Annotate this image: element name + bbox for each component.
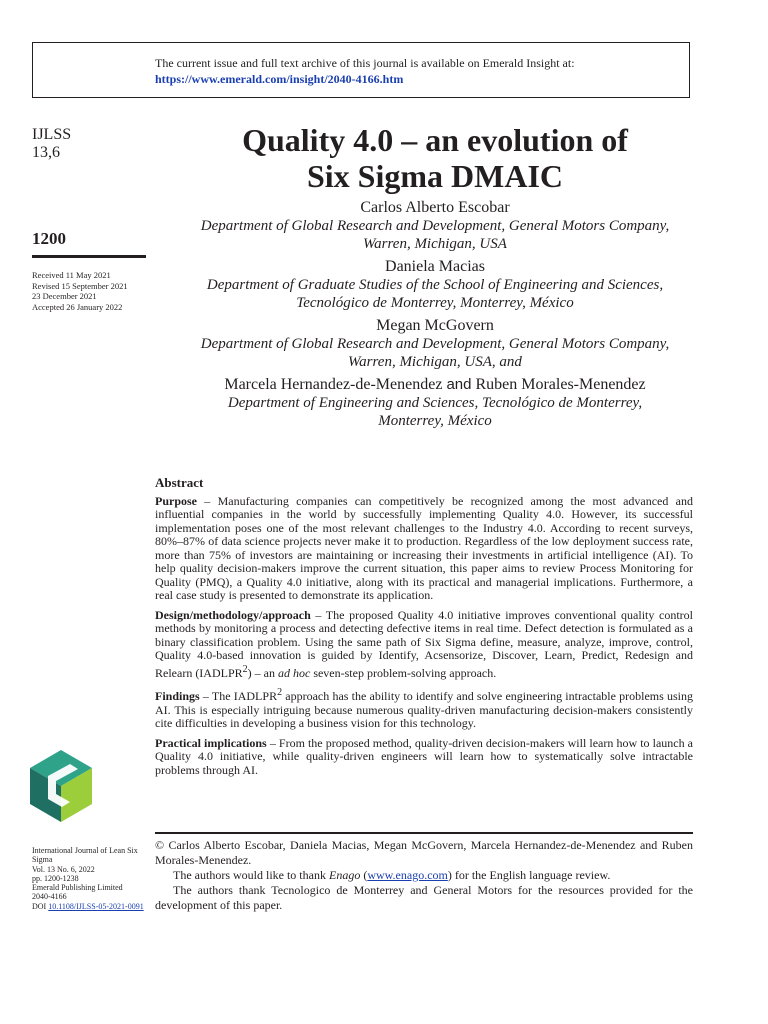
author-name: Marcela Hernandez-de-Menendez <box>224 376 443 393</box>
emerald-logo <box>30 750 92 822</box>
paper-title <box>150 122 720 194</box>
volume-issue: 13,6 <box>32 144 60 161</box>
affiliation-line: Department of Global Research and Development, General Motors Company, <box>200 336 670 352</box>
superscript: 2 <box>277 687 283 698</box>
journal-info <box>32 846 144 911</box>
abstract-findings <box>155 686 693 731</box>
affiliation-line: Warren, Michigan, USA <box>363 236 507 252</box>
issn: 2040-4166 <box>32 892 67 902</box>
and-conjunction: and <box>446 376 472 393</box>
author-affiliation <box>150 276 720 312</box>
author-name: Ruben Morales-Menendez <box>475 376 646 393</box>
availability-notice <box>32 42 690 98</box>
enago-link[interactable]: www.enago.com <box>367 868 448 882</box>
abstract-practical <box>155 737 693 778</box>
notice-text: The current issue and full text archive of this journal is available on Emerald Insight at: <box>155 56 575 70</box>
author-name: Megan McGovern <box>376 317 494 334</box>
journal-code <box>32 126 71 162</box>
section-text: approach has the ability to identify and solve engineering intractable problems using AI. This is especially intriguing because numerous quality-driven manufacturing decision-makers consistently cite difficulties in developing a business vision for this technology. <box>155 689 693 730</box>
left-rule <box>32 255 146 258</box>
section-text: – The IADLPR <box>199 689 278 703</box>
abstract <box>155 476 693 783</box>
doi-label: DOI <box>32 901 47 911</box>
superscript: 2 <box>242 663 248 675</box>
author-affiliation <box>150 217 720 253</box>
affiliation-line: Monterrey, México <box>378 413 492 429</box>
abstract-heading: Abstract <box>155 475 204 490</box>
author-list <box>150 198 720 434</box>
section-text: ) – an <box>247 665 278 680</box>
author-name-pair <box>150 375 720 394</box>
section-label: Findings <box>155 689 200 703</box>
italic-term: ad hoc <box>277 665 311 680</box>
footer-notes <box>155 838 693 913</box>
section-text: – From the proposed method, quality-driven decision-makers will learn how to launch a Quality 4.0 initiative, while quality-driven engineers will learn how to systematically solve intractable problems through AI. <box>155 735 693 777</box>
revised-date-2: 23 December 2021 <box>32 291 97 301</box>
journal-archive-link[interactable]: https://www.emerald.com/insight/2040-4166.htm <box>155 72 404 86</box>
ack-text: ( <box>360 868 368 882</box>
affiliation-line: Department of Graduate Studies of the School of Engineering and Sciences, <box>206 277 664 293</box>
abstract-design <box>155 609 693 681</box>
abstract-purpose <box>155 495 693 603</box>
affiliation-line: Tecnológico de Monterrey, Monterrey, México <box>296 295 574 311</box>
journal-abbrev: IJLSS <box>32 126 72 143</box>
acknowledgment-1 <box>155 868 693 883</box>
journal-name: International Journal of Lean Six Sigma <box>32 846 138 865</box>
affiliation-line: Warren, Michigan, USA, and <box>348 354 522 370</box>
section-text: – The proposed Quality 4.0 initiative improves conventional quality control methods by monitoring a process and detecting defective items in real time. Defect detection is formulated as a binary classification problem. Using the same path of Six Sigma define, measure, analyze, improve, control, Quality 4.0-based innovation is guided by Identify, Acsensorize, Discover, Learn, Predict, Redesign and Relearn (IADLPR <box>155 607 693 680</box>
ack-text: ) for the English language review. <box>447 868 611 882</box>
section-label: Design/methodology/approach <box>155 607 311 622</box>
acknowledgment-2: The authors thank Tecnologico de Monterrey and General Motors for the resources provided for the development of this paper. <box>155 883 693 912</box>
journal-volume: Vol. 13 No. 6, 2022 <box>32 864 95 874</box>
history-dates <box>32 270 128 312</box>
revised-date: Revised 15 September 2021 <box>32 280 128 291</box>
ack-text: The authors would like to thank <box>173 868 329 882</box>
section-text: – Manufacturing companies can competitively be recognized among the most advanced and influential companies in the world by successfully implementing Quality 4.0. However, its successful implementation poses one of the most relevant challenges to the Industry 4.0. According to recent surveys, 80%–87% of data science projects never make it to production. Regardless of the low deployment success rate, more than 75% of investors are maintaining or increasing their investments in artificial intelligence (AI). To help quality decision-makers improve the current situation, this paper aims to review Process Monitoring for Quality (PMQ), a Quality 4.0 initiative, along with its practical and managerial implications. Furthermore, a real case study is presented to demonstrate its application. <box>155 493 693 602</box>
affiliation-line: Department of Engineering and Sciences, Tecnológico de Monterrey, <box>227 395 643 411</box>
copyright-notice: © Carlos Alberto Escobar, Daniela Macias, Megan McGovern, Marcela Hernandez-de-Menendez and Ruben Morales-Menendez. <box>155 838 693 867</box>
publisher: Emerald Publishing Limited <box>32 883 123 893</box>
title-line-2: Six Sigma DMAIC <box>306 158 563 194</box>
title-line-1: Quality 4.0 – an evolution of <box>242 122 628 158</box>
ack-italic: Enago <box>328 868 361 882</box>
author-name: Carlos Alberto Escobar <box>360 199 510 216</box>
section-text: seven-step problem-solving approach. <box>310 665 497 680</box>
author-affiliation <box>150 335 720 371</box>
section-label: Practical implications <box>155 735 267 750</box>
received-date: Received 11 May 2021 <box>32 270 111 280</box>
section-label: Purpose <box>155 493 197 508</box>
author-affiliation <box>150 394 720 430</box>
doi-line <box>32 902 144 911</box>
footer-rule <box>155 832 693 834</box>
doi-link[interactable]: 10.1108/IJLSS-05-2021-0091 <box>48 901 144 911</box>
affiliation-line: Department of Global Research and Development, General Motors Company, <box>200 218 670 234</box>
journal-pages: pp. 1200-1238 <box>32 873 79 883</box>
page-number: 1200 <box>32 229 66 248</box>
author-name: Daniela Macias <box>385 258 485 275</box>
accepted-date: Accepted 26 January 2022 <box>32 301 123 312</box>
